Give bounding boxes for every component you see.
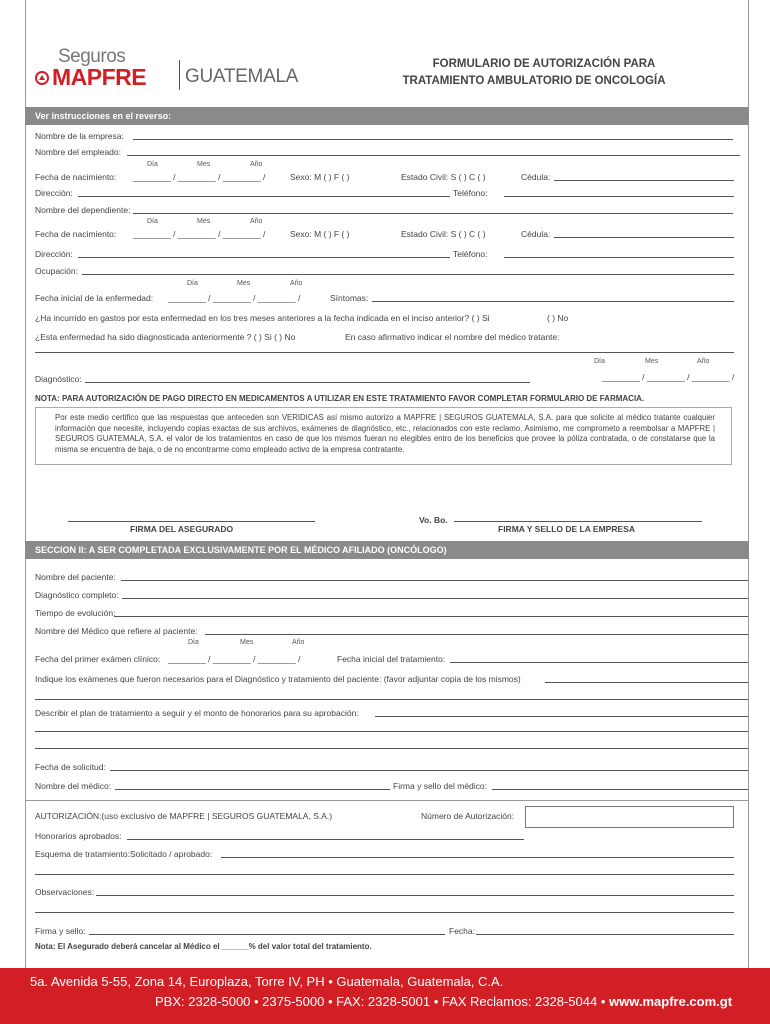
section2-bar: SECCION II: A SER COMPLETADA EXCLUSIVAMENTE POR EL MÉDICO AFILIADO (ONCÓLOGO) xyxy=(25,541,749,559)
dependiente-field[interactable] xyxy=(133,213,733,214)
dia-label-3: Día xyxy=(187,280,198,287)
form-title-line1: FORMULARIO DE AUTORIZACIÓN PARA xyxy=(432,58,656,70)
diag-completo-label: Diagnóstico completo: xyxy=(35,590,119,600)
firma-medico-label: Firma y sello del médico: xyxy=(393,781,488,791)
empleado-label: Nombre del empleado: xyxy=(35,147,121,157)
fecha-inicial-field[interactable]: ________ / ________ / ________ / xyxy=(168,293,301,303)
tiempo-label: Tiempo de evolución: xyxy=(35,608,116,618)
brand-top-text: Seguros xyxy=(58,46,126,67)
dependiente-label: Nombre del dependiente: xyxy=(35,205,131,215)
firma-sello-label: Firma y sello: xyxy=(35,926,86,936)
fecha-tratamiento-field[interactable] xyxy=(450,662,748,663)
ocupacion-label: Ocupación: xyxy=(35,266,78,276)
fecha-nacimiento-label: Fecha de nacimiento: xyxy=(35,172,117,182)
anio-label: Año xyxy=(250,161,263,168)
primer-examen-field[interactable]: ________ / ________ / ________ / xyxy=(168,654,301,664)
direccion-field[interactable] xyxy=(78,196,450,197)
fecha-nacimiento-field-2[interactable]: ________ / ________ / ________ / xyxy=(133,229,266,239)
nota-farmacia: NOTA: PARA AUTORIZACIÓN DE PAGO DIRECTO EN MEDICAMENTOS A UTILIZAR EN ESTE TRATAMIENTO FAVOR COMPLETAR FORMULARIO DE FARMACIA. xyxy=(35,394,645,403)
telefono-field-2[interactable] xyxy=(504,257,734,258)
sexo-field[interactable]: Sexo: M ( ) F ( ) xyxy=(290,172,350,182)
mes-label-3: Mes xyxy=(237,280,251,287)
fecha-nacimiento-field[interactable]: ________ / ________ / ________ / xyxy=(133,172,266,182)
footer-contact xyxy=(155,994,732,1009)
honorarios-label: Honorarios aprobados: xyxy=(35,831,122,841)
form-title-line2: TRATAMIENTO AMBULATORIO DE ONCOLOGÍA xyxy=(402,75,666,87)
fecha-label: Fecha: xyxy=(449,926,475,936)
firma-medico-field[interactable] xyxy=(492,789,748,790)
footer-bar xyxy=(0,968,770,1024)
sexo-field-2[interactable]: Sexo: M ( ) F ( ) xyxy=(290,229,350,239)
nombre-medico-field[interactable] xyxy=(115,789,390,790)
fecha-tratamiento-label: Fecha inicial del tratamiento: xyxy=(337,654,446,664)
firma-empresa-label: FIRMA Y SELLO DE LA EMPRESA xyxy=(498,524,635,534)
mapfre-logo-icon xyxy=(35,71,49,85)
cedula-label-2: Cédula: xyxy=(521,229,551,239)
ocupacion-field[interactable] xyxy=(82,274,734,275)
firma-asegurado-line[interactable] xyxy=(68,521,315,522)
plan-label: Describir el plan de tratamiento a seguir y el monto de honorarios para su aprobación: xyxy=(35,708,359,718)
anio-label-3: Año xyxy=(290,280,303,287)
honorarios-field[interactable] xyxy=(127,839,524,840)
esquema-field-2[interactable] xyxy=(35,874,734,875)
sintomas-field[interactable] xyxy=(372,301,734,302)
footer-address: 5a. Avenida 5-55, Zona 14, Europlaza, Torre IV, PH • Guatemala, Guatemala, C.A. xyxy=(30,974,504,989)
firma-sello-field[interactable] xyxy=(89,934,445,935)
mes-label-4: Mes xyxy=(645,358,659,365)
autorizacion-divider xyxy=(25,800,749,801)
primer-examen-label: Fecha del primer exámen clínico: xyxy=(35,654,161,664)
plan-field-2[interactable] xyxy=(35,731,748,732)
footer-website-link[interactable]: www.mapfre.com.gt xyxy=(609,994,733,1009)
plan-field[interactable] xyxy=(375,716,748,717)
cedula-field[interactable] xyxy=(554,180,734,181)
observaciones-field-2[interactable] xyxy=(35,912,734,913)
cedula-field-2[interactable] xyxy=(554,237,734,238)
diagnostico-field[interactable] xyxy=(85,382,530,383)
brand-main-text: MAPFRE xyxy=(52,64,147,90)
medico-refiere-field[interactable] xyxy=(205,634,748,635)
numero-autorizacion-input[interactable] xyxy=(525,806,734,828)
firma-empresa-line[interactable] xyxy=(454,521,702,522)
vobo-label: Vo. Bo. xyxy=(419,515,448,525)
fecha-solicitud-field[interactable] xyxy=(110,770,748,771)
estado-civil-field-2[interactable]: Estado Civil: S ( ) C ( ) xyxy=(401,229,486,239)
examenes-field[interactable] xyxy=(545,682,748,683)
anio-label-2: Año xyxy=(250,218,263,225)
examenes-label: Indique los exámenes que fueron necesarios para el Diagnóstico y tratamiento del paciente: (favor adjuntar copia de los mismos) xyxy=(35,674,521,684)
dia-label: Día xyxy=(147,161,158,168)
esquema-field[interactable] xyxy=(221,857,734,858)
dia-label-5: Día xyxy=(188,639,199,646)
mes-label-2: Mes xyxy=(197,218,211,225)
anio-label-4: Año xyxy=(697,358,710,365)
dia-label-2: Día xyxy=(147,218,158,225)
mes-label-5: Mes xyxy=(240,639,254,646)
brand-divider xyxy=(179,60,180,90)
diagnosticada-question[interactable]: ¿Esta enfermedad ha sido diagnosticada anteriormente ? ( ) Si ( ) No xyxy=(35,332,296,342)
diag-completo-field[interactable] xyxy=(122,598,748,599)
observaciones-label: Observaciones: xyxy=(35,887,95,897)
diagnostico-label: Diagnóstico: xyxy=(35,374,82,384)
anio-label-5: Año xyxy=(292,639,305,646)
direccion-field-2[interactable] xyxy=(78,257,450,258)
firma-asegurado-label: FIRMA DEL ASEGURADO xyxy=(130,524,234,534)
empleado-field[interactable] xyxy=(127,155,740,156)
autorizacion-label: AUTORIZACIÓN:(uso exclusivo de MAPFRE | SEGUROS GUATEMALA, S.A.) xyxy=(35,811,333,821)
diagnostico-date-field[interactable]: ________ / ________ / ________ / xyxy=(602,372,735,382)
fecha-field[interactable] xyxy=(476,934,734,935)
tiempo-field[interactable] xyxy=(114,616,748,617)
numero-autorizacion-label: Número de Autorización: xyxy=(421,811,515,821)
declaracion-text: Por este medio certifico que las respuestas que anteceden son VERIDICAS así mismo autorizo a MAPFRE | SEGUROS GUATEMALA, S.A. para que solicite al médico tratante cualquier información que necesite, incluyendo copias exactas de sus archivos, exámenes de diagnóstico, etc., relacionados con este reclamo. Asimismo, me comprometo a reembolsar a MAPFRE | SEGUROS GUATEMALA, S.A. el valor de los tratamientos en caso de que los mismos fueran no elegibles entro de los beneficios que provee la póliza contratada, o de constatarse que la misma se encuentra de baja, o de no encontrarme como empleado activo de la empresa contratante. xyxy=(55,413,715,454)
footer-phones: PBX: 2328-5000 • 2375-5000 • FAX: 2328-5001 • FAX Reclamos: 2328-5044 • xyxy=(155,994,609,1009)
medico-tratante-label: En caso afirmativo indicar el nombre del médico tratante: xyxy=(345,332,560,342)
fecha-nacimiento-label-2: Fecha de nacimiento: xyxy=(35,229,117,239)
direccion-label-2: Dirección: xyxy=(35,249,73,259)
estado-civil-field[interactable]: Estado Civil: S ( ) C ( ) xyxy=(401,172,486,182)
examenes-field-2[interactable] xyxy=(35,699,748,700)
direccion-label: Dirección: xyxy=(35,188,73,198)
brand-country-text: GUATEMALA xyxy=(185,66,299,87)
plan-field-3[interactable] xyxy=(35,748,748,749)
gastos-no-option[interactable]: ( ) No xyxy=(547,313,569,323)
nota-final: Nota: El Asegurado deberá cancelar al Médico el ______% del valor total del tratamiento. xyxy=(35,942,372,951)
nombre-medico-label: Nombre del médico: xyxy=(35,781,112,791)
instructions-bar: Ver instrucciones en el reverso: xyxy=(25,107,749,125)
fecha-inicial-label: Fecha inicial de la enfermedad: xyxy=(35,293,154,303)
observaciones-field[interactable] xyxy=(96,895,734,896)
empresa-field[interactable] xyxy=(133,139,733,140)
mes-label: Mes xyxy=(197,161,211,168)
fecha-solicitud-label: Fecha de solicitud: xyxy=(35,762,106,772)
medico-tratante-field[interactable] xyxy=(35,352,734,353)
empresa-label: Nombre de la empresa: xyxy=(35,131,124,141)
sintomas-label: Síntomas: xyxy=(330,293,369,303)
esquema-label: Esquema de tratamiento:Solicitado / aprobado: xyxy=(35,849,213,859)
gastos-question[interactable]: ¿Ha incurrido en gastos por esta enfermedad en los tres meses anteriores a la fecha indicada en el inciso anterior? ( ) Si xyxy=(35,313,490,323)
telefono-field[interactable] xyxy=(504,196,734,197)
medico-refiere-label: Nombre del Médico que refiere al paciente: xyxy=(35,626,198,636)
paciente-field[interactable] xyxy=(121,580,748,581)
telefono-label: Teléfono: xyxy=(453,188,488,198)
dia-label-4: Día xyxy=(594,358,605,365)
cedula-label: Cédula: xyxy=(521,172,551,182)
paciente-label: Nombre del paciente: xyxy=(35,572,116,582)
telefono-label-2: Teléfono: xyxy=(453,249,488,259)
